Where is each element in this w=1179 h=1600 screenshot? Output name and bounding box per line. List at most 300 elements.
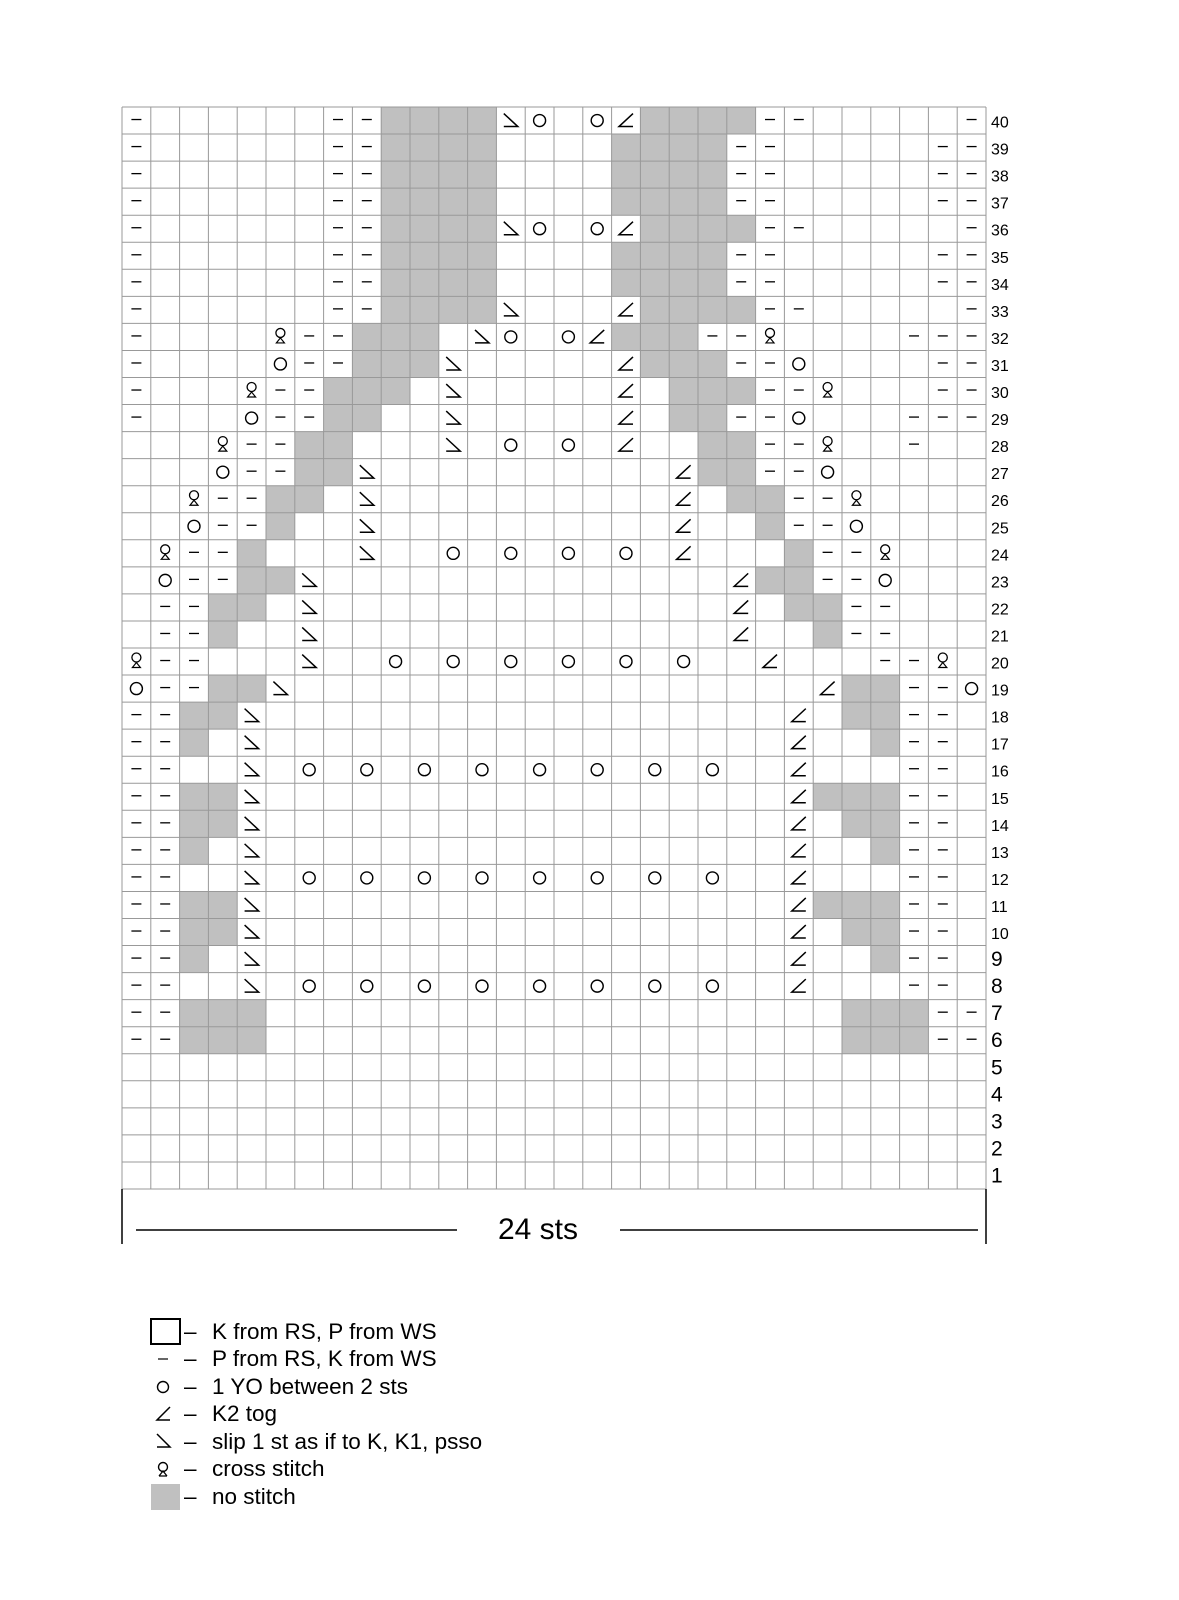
no-stitch-cell (381, 107, 410, 134)
no-stitch-cell (813, 783, 842, 810)
no-stitch-cell (180, 837, 209, 864)
no-stitch-cell (698, 296, 727, 323)
no-stitch-cell (410, 269, 439, 296)
k2tog-icon (792, 952, 806, 965)
row-number: 26 (991, 493, 1009, 511)
cross-stitch-icon (852, 500, 860, 505)
yarn-over-circle-icon (246, 412, 258, 424)
yarn-over-circle-icon (418, 872, 430, 884)
no-stitch-cell (727, 432, 756, 459)
no-stitch-cell (612, 242, 641, 269)
yarn-over-circle-icon (150, 1373, 184, 1400)
cross-stitch-icon (939, 663, 947, 668)
no-stitch-cell (180, 783, 209, 810)
no-stitch-cell (640, 188, 669, 215)
no-stitch-cell (410, 242, 439, 269)
k2tog-icon (792, 925, 806, 938)
no-stitch-cell (640, 242, 669, 269)
skp-icon (273, 682, 287, 695)
cross-stitch-icon (161, 545, 170, 554)
no-stitch-cell (208, 891, 237, 918)
no-stitch-cell (208, 810, 237, 837)
no-stitch-cell (727, 486, 756, 513)
skp-icon (245, 979, 259, 992)
yarn-over-circle-icon (361, 872, 373, 884)
row-number: 40 (991, 114, 1009, 132)
no-stitch-cell (295, 459, 324, 486)
no-stitch-cell (871, 702, 900, 729)
yarn-over-circle-icon (188, 520, 200, 532)
yarn-over-circle-icon (562, 331, 574, 343)
skp-icon (245, 763, 259, 776)
skp-icon (446, 438, 460, 451)
cross-stitch-icon (766, 338, 774, 343)
cross-stitch-icon (218, 437, 227, 446)
yarn-over-circle-icon (534, 115, 546, 127)
no-stitch-cell (208, 702, 237, 729)
cross-stitch-icon (823, 383, 832, 392)
no-stitch-cell (669, 161, 698, 188)
skp-icon (302, 655, 316, 668)
no-stitch-cell (324, 378, 353, 405)
yarn-over-circle-icon (591, 223, 603, 235)
k2tog-icon (677, 546, 691, 559)
no-stitch-cell (727, 459, 756, 486)
no-stitch-cell (813, 594, 842, 621)
no-stitch-cell (468, 134, 497, 161)
no-stitch-cell (352, 378, 381, 405)
row-number: 29 (991, 412, 1009, 430)
legend-item-knit: – K from RS, P from WS (150, 1318, 482, 1346)
yarn-over-circle-icon (822, 466, 834, 478)
cross-stitch-icon (132, 663, 140, 668)
cross-stitch-icon (190, 491, 199, 500)
yarn-over-circle-icon (303, 764, 315, 776)
no-stitch-cell (871, 729, 900, 756)
row-number: 8 (991, 975, 1003, 999)
row-number: 5 (991, 1056, 1003, 1080)
yarn-over-circle-icon (649, 980, 661, 992)
skp-icon (446, 384, 460, 397)
no-stitch-cell (410, 350, 439, 377)
yarn-over-circle-icon (505, 439, 517, 451)
cross-stitch-icon (132, 653, 141, 662)
yarn-over-circle-icon (793, 412, 805, 424)
cross-stitch-icon (823, 437, 832, 446)
yarn-over-circle-icon (476, 872, 488, 884)
no-stitch-cell (900, 1000, 929, 1027)
no-stitch-cell (871, 1000, 900, 1027)
no-stitch-cell (640, 350, 669, 377)
row-number: 20 (991, 655, 1009, 673)
k2tog-icon (619, 438, 633, 451)
row-number: 28 (991, 439, 1009, 457)
no-stitch-cell (698, 378, 727, 405)
no-stitch-cell (612, 323, 641, 350)
yarn-over-circle-icon (850, 520, 862, 532)
cross-stitch-icon (248, 392, 256, 397)
yarn-over-circle-icon (159, 574, 171, 586)
yarn-over-circle-icon (620, 656, 632, 668)
k2tog-icon (677, 519, 691, 532)
no-stitch-cell (871, 946, 900, 973)
no-stitch-cell (640, 134, 669, 161)
row-number: 36 (991, 222, 1009, 240)
cross-stitch-icon (881, 545, 890, 554)
row-number: 27 (991, 466, 1009, 484)
yarn-over-circle-icon (130, 683, 142, 695)
yarn-over-circle-icon (217, 466, 229, 478)
no-stitch-cell (698, 432, 727, 459)
no-stitch-cell (612, 188, 641, 215)
yarn-over-circle-icon (706, 980, 718, 992)
yarn-over-circle-icon (476, 980, 488, 992)
purl-dash-icon (150, 1346, 184, 1373)
no-stitch-cell (381, 296, 410, 323)
no-stitch-cell (756, 513, 785, 540)
k2tog-icon (734, 600, 748, 613)
no-stitch-cell (727, 107, 756, 134)
k2tog-icon (821, 682, 835, 695)
no-stitch-cell (900, 1027, 929, 1054)
no-stitch-icon (150, 1483, 184, 1510)
no-stitch-cell (669, 323, 698, 350)
row-number: 22 (991, 601, 1009, 619)
row-number: 21 (991, 628, 1009, 646)
no-stitch-cell (698, 269, 727, 296)
skp-icon (245, 790, 259, 803)
no-stitch-cell (468, 269, 497, 296)
k2tog-icon (677, 492, 691, 505)
legend-item-yarn-over: – 1 YO between 2 sts (150, 1373, 482, 1401)
no-stitch-cell (612, 134, 641, 161)
no-stitch-cell (871, 783, 900, 810)
yarn-over-circle-icon (879, 574, 891, 586)
skp-icon (475, 330, 489, 343)
no-stitch-cell (381, 134, 410, 161)
k2tog-icon (150, 1401, 184, 1428)
yarn-over-circle-icon (361, 764, 373, 776)
row-number: 31 (991, 357, 1009, 375)
cross-stitch-icon (938, 653, 947, 662)
yarn-over-circle-icon (649, 872, 661, 884)
yarn-over-circle-icon (505, 656, 517, 668)
no-stitch-cell (640, 323, 669, 350)
row-number: 37 (991, 195, 1009, 213)
row-number: 10 (991, 926, 1009, 944)
row-number: 14 (991, 817, 1009, 835)
no-stitch-cell (698, 107, 727, 134)
yarn-over-circle-icon (274, 358, 286, 370)
skp-icon (245, 925, 259, 938)
no-stitch-cell (410, 188, 439, 215)
legend-item-cross-stitch: – cross stitch (150, 1456, 482, 1484)
no-stitch-cell (381, 323, 410, 350)
yarn-over-circle-icon (476, 764, 488, 776)
cross-stitch-icon (824, 392, 832, 397)
k2tog-icon (619, 303, 633, 316)
no-stitch-cell (180, 702, 209, 729)
no-stitch-cell (468, 242, 497, 269)
row-number: 6 (991, 1029, 1003, 1053)
no-stitch-cell (468, 215, 497, 242)
skp-icon (302, 627, 316, 640)
no-stitch-cell (324, 405, 353, 432)
no-stitch-cell (208, 594, 237, 621)
no-stitch-cell (439, 134, 468, 161)
no-stitch-cell (410, 323, 439, 350)
skp-icon (360, 546, 374, 559)
yarn-over-circle-icon (591, 115, 603, 127)
skp-icon (302, 573, 316, 586)
no-stitch-cell (727, 296, 756, 323)
row-number: 23 (991, 574, 1009, 592)
no-stitch-cell (669, 378, 698, 405)
row-number: 16 (991, 763, 1009, 781)
no-stitch-cell (410, 161, 439, 188)
legend-item-skp: – slip 1 st as if to K, K1, psso (150, 1428, 482, 1456)
no-stitch-cell (324, 432, 353, 459)
yarn-over-circle-icon (534, 223, 546, 235)
k2tog-icon (619, 357, 633, 370)
yarn-over-circle-icon (303, 980, 315, 992)
no-stitch-cell (698, 215, 727, 242)
no-stitch-cell (842, 783, 871, 810)
symbol-key (150, 1318, 482, 1511)
yarn-over-circle-icon (562, 439, 574, 451)
skp-icon (245, 898, 259, 911)
row-number: 17 (991, 736, 1009, 754)
no-stitch-cell (669, 269, 698, 296)
no-stitch-cell (381, 350, 410, 377)
yarn-over-circle-icon (447, 547, 459, 559)
cross-stitch-icon (766, 328, 775, 337)
no-stitch-cell (410, 134, 439, 161)
skp-icon (245, 736, 259, 749)
k2tog-icon (619, 384, 633, 397)
no-stitch-cell (669, 188, 698, 215)
cross-stitch-icon (161, 554, 169, 559)
no-stitch-cell (842, 702, 871, 729)
no-stitch-cell (237, 675, 266, 702)
no-stitch-cell (669, 107, 698, 134)
row-number: 2 (991, 1137, 1003, 1161)
cross-stitch-icon (852, 491, 861, 500)
no-stitch-cell (871, 919, 900, 946)
no-stitch-cell (439, 107, 468, 134)
yarn-over-circle-icon (361, 980, 373, 992)
k2tog-icon (619, 222, 633, 235)
yarn-over-circle-icon (534, 980, 546, 992)
no-stitch-cell (381, 378, 410, 405)
no-stitch-cell (756, 486, 785, 513)
no-stitch-cell (410, 296, 439, 323)
no-stitch-cell (237, 567, 266, 594)
legend-label: K from RS, P from WS (212, 1318, 437, 1344)
yarn-over-circle-icon (706, 764, 718, 776)
yarn-over-circle-icon (505, 547, 517, 559)
no-stitch-cell (698, 405, 727, 432)
no-stitch-cell (352, 323, 381, 350)
k2tog-icon (619, 114, 633, 127)
skp-icon (150, 1428, 184, 1455)
no-stitch-cell (813, 891, 842, 918)
no-stitch-cell (842, 1027, 871, 1054)
yarn-over-circle-icon (505, 331, 517, 343)
yarn-over-circle-icon (591, 764, 603, 776)
no-stitch-cell (871, 891, 900, 918)
no-stitch-cell (842, 891, 871, 918)
skp-icon (446, 357, 460, 370)
no-stitch-cell (669, 405, 698, 432)
yarn-over-circle-icon (649, 764, 661, 776)
no-stitch-cell (842, 810, 871, 837)
cross-stitch-icon (276, 328, 285, 337)
legend-label: K2 tog (212, 1401, 278, 1427)
legend-label: 1 YO between 2 sts (212, 1373, 408, 1399)
no-stitch-cell (698, 350, 727, 377)
yarn-over-circle-icon (591, 872, 603, 884)
k2tog-icon (792, 736, 806, 749)
no-stitch-cell (727, 215, 756, 242)
yarn-over-circle-icon (562, 547, 574, 559)
width-label: 24 sts (497, 1213, 579, 1246)
legend-item-no-stitch: – no stitch (150, 1483, 482, 1511)
no-stitch-cell (842, 675, 871, 702)
no-stitch-cell (842, 919, 871, 946)
yarn-over-circle-icon (591, 980, 603, 992)
no-stitch-cell (468, 161, 497, 188)
skp-icon (302, 600, 316, 613)
yarn-over-circle-icon (390, 656, 402, 668)
no-stitch-cell (698, 242, 727, 269)
legend-label: slip 1 st as if to K, K1, psso (212, 1428, 483, 1454)
row-number: 18 (991, 709, 1009, 727)
row-number: 33 (991, 303, 1009, 321)
knit-square-icon (150, 1318, 184, 1345)
yarn-over-circle-icon (447, 656, 459, 668)
yarn-over-circle-icon (418, 764, 430, 776)
no-stitch-cell (439, 161, 468, 188)
row-number: 34 (991, 276, 1009, 294)
no-stitch-cell (842, 1000, 871, 1027)
skp-icon (446, 411, 460, 424)
no-stitch-cell (180, 810, 209, 837)
no-stitch-cell (208, 1000, 237, 1027)
cross-stitch-icon (219, 446, 227, 451)
cross-stitch-icon (881, 554, 889, 559)
no-stitch-cell (295, 432, 324, 459)
no-stitch-cell (468, 296, 497, 323)
no-stitch-cell (698, 134, 727, 161)
k2tog-icon (763, 655, 777, 668)
no-stitch-cell (871, 810, 900, 837)
yarn-over-circle-icon (793, 358, 805, 370)
yarn-over-circle-icon (706, 872, 718, 884)
skp-icon (245, 709, 259, 722)
no-stitch-cell (324, 459, 353, 486)
no-stitch-cell (784, 594, 813, 621)
no-stitch-cell (295, 486, 324, 513)
no-stitch-cell (640, 269, 669, 296)
no-stitch-cell (640, 161, 669, 188)
no-stitch-cell (381, 242, 410, 269)
no-stitch-cell (439, 269, 468, 296)
row-number: 30 (991, 385, 1009, 403)
no-stitch-cell (180, 1000, 209, 1027)
legend-label: P from RS, K from WS (212, 1346, 437, 1372)
yarn-over-circle-icon (418, 980, 430, 992)
yarn-over-circle-icon (562, 656, 574, 668)
row-number: 35 (991, 249, 1009, 267)
k2tog-icon (792, 817, 806, 830)
no-stitch-cell (266, 567, 295, 594)
row-number: 12 (991, 871, 1009, 889)
no-stitch-cell (237, 594, 266, 621)
row-number: 24 (991, 547, 1009, 565)
no-stitch-cell (756, 567, 785, 594)
skp-icon (504, 222, 518, 235)
k2tog-icon (792, 709, 806, 722)
legend-label: no stitch (212, 1483, 296, 1509)
row-number: 25 (991, 520, 1009, 538)
row-number: 13 (991, 844, 1009, 862)
k2tog-icon (792, 979, 806, 992)
row-number: 9 (991, 948, 1003, 972)
row-number: 15 (991, 790, 1009, 808)
no-stitch-cell (237, 540, 266, 567)
no-stitch-cell (208, 675, 237, 702)
no-stitch-cell (439, 242, 468, 269)
no-stitch-cell (612, 161, 641, 188)
no-stitch-cell (439, 188, 468, 215)
k2tog-icon (792, 871, 806, 884)
cross-stitch-icon (276, 338, 284, 343)
legend-item-k2tog: – K2 tog (150, 1401, 482, 1429)
no-stitch-cell (352, 350, 381, 377)
no-stitch-cell (871, 675, 900, 702)
no-stitch-cell (669, 242, 698, 269)
skp-icon (504, 114, 518, 127)
skp-icon (504, 303, 518, 316)
yarn-over-circle-icon (534, 764, 546, 776)
no-stitch-cell (439, 215, 468, 242)
legend-item-purl: – P from RS, K from WS (150, 1346, 482, 1374)
no-stitch-cell (381, 269, 410, 296)
cross-stitch-icon (190, 500, 198, 505)
no-stitch-cell (871, 1027, 900, 1054)
row-number: 11 (991, 898, 1008, 916)
no-stitch-cell (813, 621, 842, 648)
k2tog-icon (792, 763, 806, 776)
legend-label: cross stitch (212, 1456, 325, 1482)
no-stitch-cell (381, 215, 410, 242)
yarn-over-circle-icon (966, 683, 978, 695)
skp-icon (245, 817, 259, 830)
no-stitch-cell (698, 161, 727, 188)
skp-icon (245, 844, 259, 857)
row-number: 7 (991, 1002, 1003, 1026)
skp-icon (360, 492, 374, 505)
skp-icon (360, 465, 374, 478)
no-stitch-cell (208, 919, 237, 946)
k2tog-icon (734, 573, 748, 586)
no-stitch-cell (180, 729, 209, 756)
row-number: 3 (991, 1110, 1003, 1134)
no-stitch-cell (669, 134, 698, 161)
no-stitch-cell (640, 107, 669, 134)
no-stitch-cell (468, 188, 497, 215)
